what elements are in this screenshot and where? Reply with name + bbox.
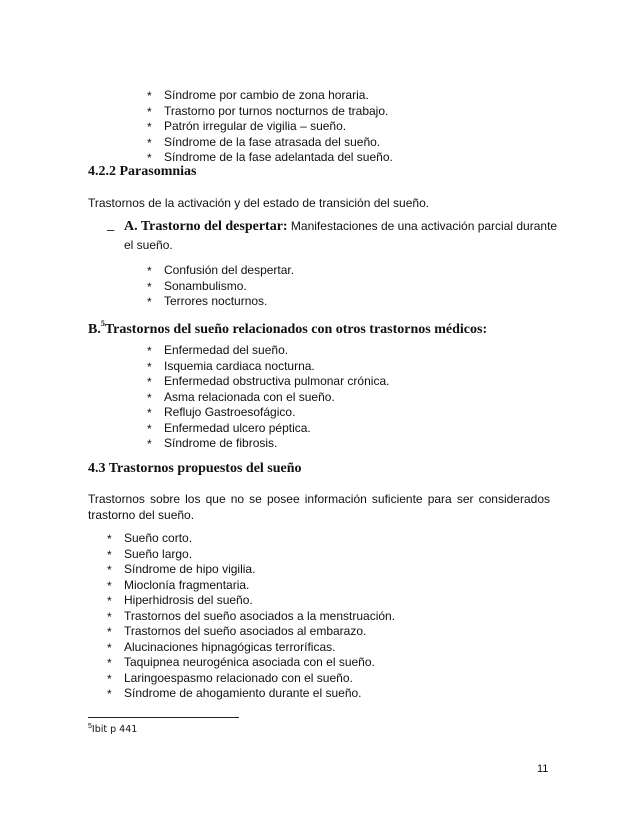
list-item-text: Patrón irregular de vigilia – sueño. <box>164 119 347 133</box>
asterisk-bullet: * <box>107 563 112 577</box>
asterisk-bullet: * <box>107 547 112 562</box>
list-item-text: Mioclonía fragmentaria. <box>124 577 250 592</box>
list-item-text: Alucinaciones hipnagógicas terroríficas. <box>124 639 336 654</box>
section-heading-4-3: 4.3 Trastornos propuestos del sueño <box>88 461 302 476</box>
list-item <box>107 531 467 547</box>
section-b-prefix: B. <box>88 322 101 337</box>
page-number: 11 <box>537 763 549 775</box>
asterisk-bullet: * <box>147 120 152 134</box>
asterisk-bullet: * <box>147 104 152 119</box>
list-item-text: Enfermedad del sueño. <box>164 343 289 357</box>
item-a-line1 <box>124 219 558 235</box>
list-item <box>107 547 467 563</box>
list-item <box>107 609 467 625</box>
asterisk-bullet: * <box>107 625 112 639</box>
asterisk-bullet: * <box>107 671 112 686</box>
list-item-text: Sueño largo. <box>124 546 193 561</box>
dash-bullet: – <box>107 222 115 237</box>
list-item <box>147 135 447 151</box>
list-item-text: Hiperhidrosis del sueño. <box>124 593 253 607</box>
list-item-text: Síndrome de la fase adelantada del sueño. <box>164 150 393 164</box>
asterisk-bullet: * <box>147 421 152 436</box>
footnote-text: Ibit p 441 <box>91 724 138 735</box>
list-item-text: Sueño corto. <box>124 531 193 545</box>
asterisk-bullet: * <box>107 578 112 593</box>
item-a-text-2: el sueño. <box>124 238 173 252</box>
ritmo-list <box>147 88 447 166</box>
list-item <box>107 671 467 687</box>
list-item <box>107 686 467 702</box>
despertar-list <box>147 263 447 310</box>
list-item <box>147 374 467 390</box>
list-item-text: Enfermedad ulcero péptica. <box>164 420 311 435</box>
list-item <box>147 294 447 310</box>
section-b-title: Trastornos del sueño relacionados con otros trastornos médicos: <box>104 322 488 337</box>
list-item-text: Confusión del despertar. <box>164 263 295 277</box>
list-item-text: Sonambulismo. <box>164 278 247 293</box>
list-item-text: Síndrome de hipo vigilia. <box>124 562 256 576</box>
asterisk-bullet: * <box>147 359 152 374</box>
list-item <box>147 421 467 437</box>
list-item <box>107 593 467 609</box>
asterisk-bullet: * <box>147 406 152 420</box>
parasomnias-intro: Trastornos de la activación y del estado de transición del sueño. <box>88 196 430 210</box>
list-item-text: Síndrome de ahogamiento durante el sueño. <box>124 686 362 700</box>
list-item <box>107 578 467 594</box>
list-item <box>107 562 467 578</box>
list-item-text: Taquipnea neurogénica asociada con el sueño. <box>124 655 375 669</box>
asterisk-bullet: * <box>107 609 112 624</box>
list-item-text: Trastornos del sueño asociados al embarazo. <box>124 624 367 638</box>
asterisk-bullet: * <box>107 594 112 608</box>
list-item <box>147 263 447 279</box>
list-item-text: Laringoespasmo relacionado con el sueño. <box>124 670 353 685</box>
list-item-text: Síndrome de la fase atrasada del sueño. <box>164 134 381 149</box>
asterisk-bullet: * <box>147 135 152 150</box>
list-item-text: Isquemia cardiaca nocturna. <box>164 358 315 373</box>
propuestos-list <box>107 531 467 702</box>
asterisk-bullet: * <box>147 151 152 165</box>
asterisk-bullet: * <box>107 532 112 546</box>
list-item <box>147 390 467 406</box>
list-item <box>147 104 447 120</box>
list-item <box>147 119 447 135</box>
footnote-separator <box>88 717 239 718</box>
asterisk-bullet: * <box>147 89 152 103</box>
list-item <box>147 359 467 375</box>
list-item-text: Asma relacionada con el sueño. <box>164 389 335 404</box>
asterisk-bullet: * <box>107 656 112 670</box>
asterisk-bullet: * <box>147 375 152 389</box>
list-item <box>147 405 467 421</box>
section-heading-b <box>88 315 487 339</box>
asterisk-bullet: * <box>147 390 152 405</box>
asterisk-bullet: * <box>147 279 152 294</box>
list-item <box>147 436 467 452</box>
list-item-text: Terrores nocturnos. <box>164 294 268 308</box>
asterisk-bullet: * <box>147 437 152 451</box>
footnote-ref: 5 <box>100 319 105 328</box>
list-item-text: Trastorno por turnos nocturnos de trabajo. <box>164 103 389 118</box>
list-item <box>107 655 467 671</box>
asterisk-bullet: * <box>147 295 152 309</box>
list-item-text: Síndrome por cambio de zona horaria. <box>164 88 369 102</box>
propuestos-intro-2: trastorno del sueño. <box>88 508 195 522</box>
list-item-text: Síndrome de fibrosis. <box>164 436 278 450</box>
list-item <box>147 88 447 104</box>
footnote-number: 5 <box>88 723 92 730</box>
asterisk-bullet: * <box>107 687 112 701</box>
item-a-text-1: Manifestaciones de una activación parcial durante <box>290 219 558 233</box>
list-item <box>147 343 467 359</box>
list-item <box>107 624 467 640</box>
item-a-title: A. Trastorno del despertar: <box>124 219 288 234</box>
list-item-text: Trastornos del sueño asociados a la menstruación. <box>124 608 396 623</box>
section-heading-4-2-2: 4.2.2 Parasomnias <box>88 164 197 179</box>
list-item <box>147 279 447 295</box>
list-item-text: Reflujo Gastroesofágico. <box>164 405 296 419</box>
medicos-list <box>147 343 467 452</box>
list-item <box>107 640 467 656</box>
propuestos-intro-1: Trastornos sobre los que no se posee información suficiente para ser considerados <box>88 492 550 506</box>
asterisk-bullet: * <box>107 640 112 655</box>
footnote <box>88 723 137 735</box>
asterisk-bullet: * <box>147 344 152 358</box>
asterisk-bullet: * <box>147 264 152 278</box>
list-item-text: Enfermedad obstructiva pulmonar crónica. <box>164 374 390 388</box>
